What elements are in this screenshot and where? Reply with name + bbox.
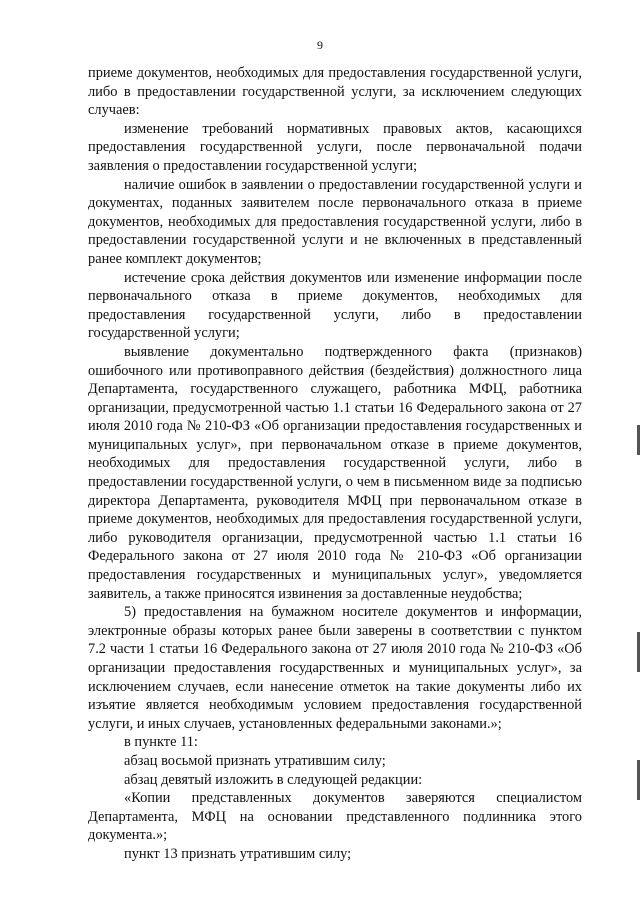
paragraph-exception-erroneous-action: выявление документально подтвержденного факта (признаков) ошибочного или противоправного действия (бездействия) должностного лица Департамента, государственного служащего, работника МФЦ, работника организации, предусмотренной частью 1.1 статьи 16 Федерального закона от 27 июля 2010 года № 210-ФЗ «Об организации предоставления государственных и муниципальных услуг», при первоначальном отказе в приеме документов, необходимых для предоставления государственной услуги, либо в предоставлении государственной услуги, о чем в письменном виде за подписью директора Департамента, руководителя МФЦ при первоначальном отказе в приеме документов, необходимых для предоставления государственной услуги, либо руководителя организации, предусмотренной частью 1.1 статьи 16 Федерального закона от 27 июля 2010 года № 210-ФЗ «Об организации предоставления государственных и муниципальных услуг», уведомляется заявитель, а также приносятся извинения за доставленные неудобства; (88, 343, 582, 602)
paragraph-clause-11: в пункте 11: (124, 734, 198, 751)
document-body (88, 64, 582, 864)
paragraph-copies-certified: «Копии представленных документов заверяются специалистом Департамента, МФЦ на основании представленного подлинника этого документа.»; (88, 790, 582, 844)
paragraph-exception-errors: наличие ошибок в заявлении о предоставлении государственной услуги и документах, поданных заявителем после первоначального отказа в приеме документов, необходимых для предоставления государственной услуги, либо в предоставлении государственной услуги и не включенных в представленный ранее комплект документов; (88, 176, 582, 267)
paragraph-item-5: 5) предоставления на бумажном носителе документов и информации, электронные образы которых ранее были заверены в соответствии с пунктом 7.2 части 1 статьи 16 Федерального закона от 27 июля 2010 года № 210-ФЗ «Об организации предоставления государственных и муниципальных услуг», за исключением случаев, если нанесение отметок на такие документы либо их изъятие является необходимым условием предоставления государственной услуги, и иных случаев, установленных федеральными законами.»; (88, 604, 582, 732)
paragraph-continuation: приеме документов, необходимых для предоставления государственной услуги, либо в предоставлении государственной услуги, за исключением следующих случаев: (88, 65, 582, 119)
paragraph-exception-requirements-change: изменение требований нормативных правовых актов, касающихся предоставления государственной услуги, после первоначальной подачи заявления о предоставлении государственной услуги; (88, 120, 582, 174)
paragraph-ninth-restated: абзац девятый изложить в следующей редакции: (124, 771, 423, 788)
paragraph-clause-13-abolished: пункт 13 признать утратившим силу; (124, 845, 352, 862)
page-number: 9 (317, 38, 323, 52)
paragraph-eighth-abolished: абзац восьмой признать утратившим силу; (124, 752, 386, 769)
paragraph-exception-expiry: истечение срока действия документов или изменение информации после первоначального отказа в приеме документов, необходимых для предоставления государственной услуги, либо в предоставлении государственной услуги; (88, 269, 582, 342)
